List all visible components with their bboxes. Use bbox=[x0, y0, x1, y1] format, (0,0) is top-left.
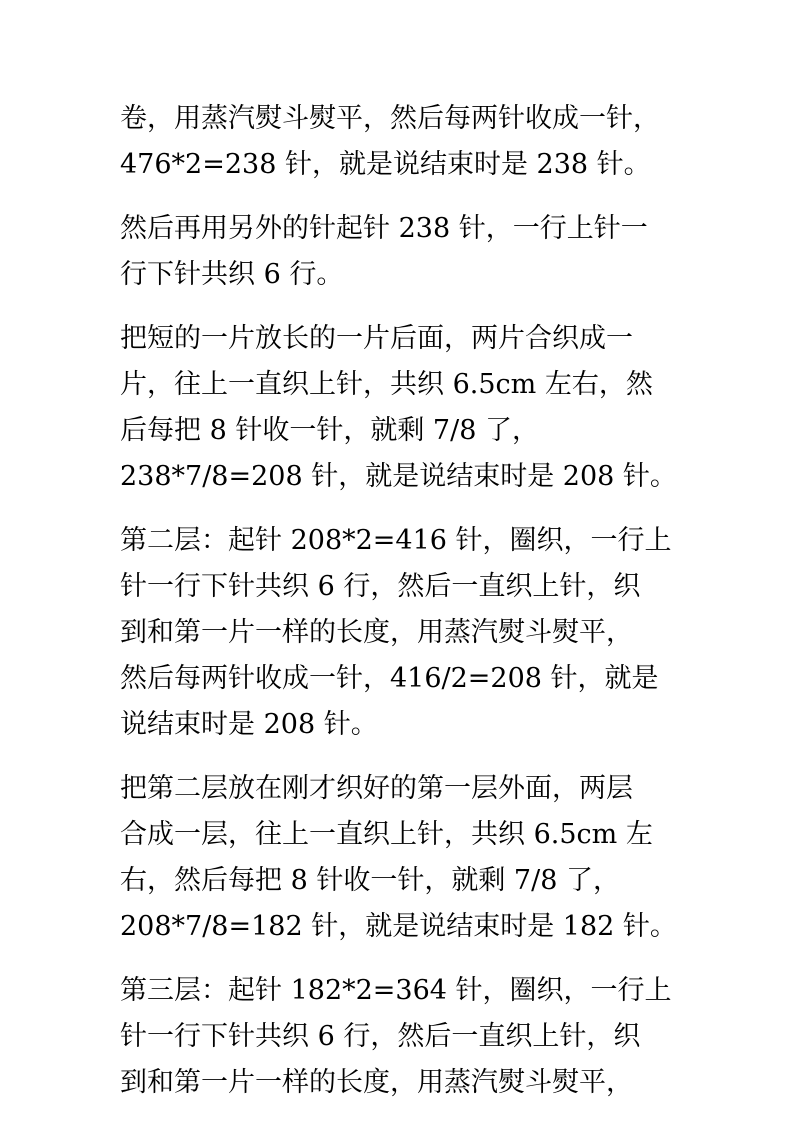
text-line: 把短的一片放长的一片后面，两片合织成一 bbox=[120, 323, 633, 354]
text-line: 第三层：起针 182*2=364 针，圈织，一行上 bbox=[120, 975, 672, 1006]
paragraph-4 bbox=[120, 518, 680, 748]
text-line: 行下针共织 6 行。 bbox=[120, 259, 344, 290]
text-line: 针一行下针共织 6 行，然后一直织上针，织 bbox=[120, 571, 641, 602]
text-line: 238*7/8=208 针，就是说结束时是 208 针。 bbox=[120, 461, 677, 492]
text-line: 到和第一片一样的长度，用蒸汽熨斗熨平， bbox=[120, 1067, 633, 1098]
text-line: 片，往上一直织上针，共织 6.5cm 左右，然 bbox=[120, 369, 653, 400]
text-line: 第二层：起针 208*2=416 针，圈织，一行上 bbox=[120, 525, 672, 556]
text-line: 然后再用另外的针起针 238 针，一行上针一 bbox=[120, 213, 648, 244]
text-line: 针一行下针共织 6 行，然后一直织上针，织 bbox=[120, 1021, 641, 1052]
paragraph-2 bbox=[120, 206, 680, 298]
paragraph-6 bbox=[120, 968, 680, 1106]
text-line: 卷，用蒸汽熨斗熨平，然后每两针收成一针， bbox=[120, 103, 660, 134]
text-line: 合成一层，往上一直织上针，共织 6.5cm 左 bbox=[120, 819, 653, 850]
document-body bbox=[120, 96, 680, 1124]
paragraph-1 bbox=[120, 96, 680, 188]
paragraph-3 bbox=[120, 316, 680, 500]
text-line: 把第二层放在刚才织好的第一层外面，两层 bbox=[120, 773, 633, 804]
paragraph-5 bbox=[120, 766, 680, 950]
text-line: 后每把 8 针收一针，就剩 7/8 了， bbox=[120, 415, 539, 446]
text-line: 然后每两针收成一针，416/2=208 针，就是 bbox=[120, 663, 659, 694]
text-line: 右，然后每把 8 针收一针，就剩 7/8 了， bbox=[120, 865, 620, 896]
text-line: 到和第一片一样的长度，用蒸汽熨斗熨平， bbox=[120, 617, 633, 648]
text-line: 208*7/8=182 针，就是说结束时是 182 针。 bbox=[120, 911, 677, 942]
text-line: 476*2=238 针，就是说结束时是 238 针。 bbox=[120, 149, 651, 180]
text-line: 说结束时是 208 针。 bbox=[120, 709, 378, 740]
